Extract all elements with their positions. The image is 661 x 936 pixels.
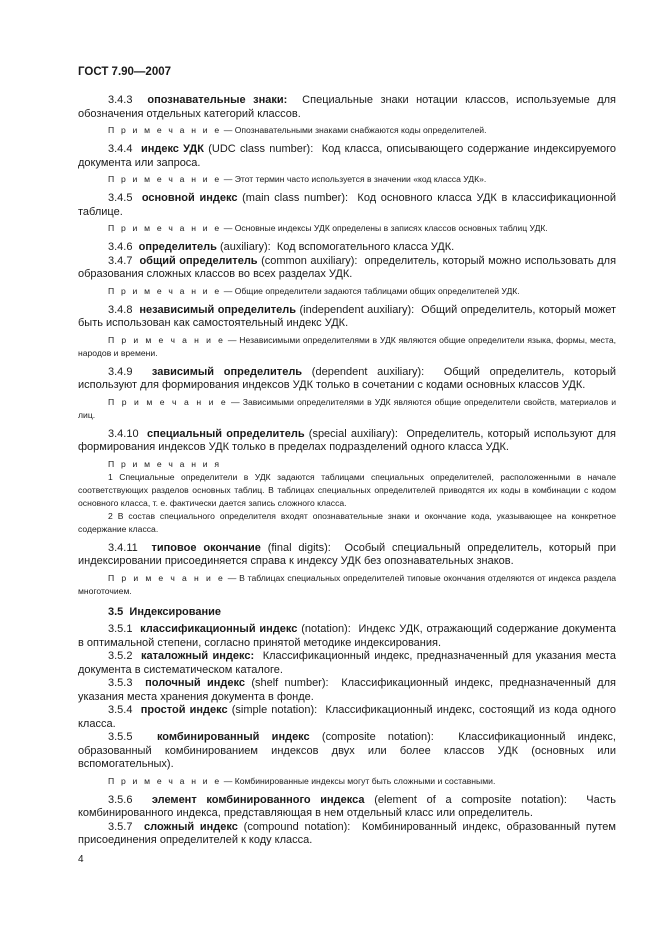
entry-3-4-6: 3.4.6 определитель (auxiliary): Код вспомогательного класса УДК. <box>108 241 455 253</box>
entry-3-4-10: 3.4.10 специальный определитель (special auxiliary): Определитель, который используют для формирования индексов УДК только в пределах подразделений одного класса УДК. <box>78 427 616 453</box>
note-3-4-10-1: 1 Специальные определители в УДК задаются таблицами специальных определителей, расположенными в начале соответствующих разделов основных таблиц. В таблицах специальных определителей приводятся их коды в комбинации с кодом основного класса, т. е. фактически дается запись сложного класса. <box>78 471 616 508</box>
entry-3-5-6: 3.5.6 элемент комбинированного индекса (element of a composite notation): Часть комбинированного индекса, представляющая в нем отдельный класс или определитель. <box>78 793 616 819</box>
note-3-4-4: П р и м е ч а н и е — Этот термин часто используется в значении «код класса УДК». <box>108 174 487 184</box>
note-3-4-9: П р и м е ч а н и е — Зависимыми определителями в УДК являются общие определители свойств, материалов и лиц. <box>78 396 616 420</box>
entry-3-5-5: 3.5.5 комбинированный индекс (composite notation): Классификационный индекс, образованный комбинированием индексов двух или более классов УДК (основных или вспомогательных). <box>78 731 616 770</box>
note-3-4-8: П р и м е ч а н и е — Независимыми определителями в УДК являются общие определители языка, формы, места, народов и времени. <box>78 334 616 358</box>
note-3-4-5: П р и м е ч а н и е — Основные индексы УДК определены в записях классов основных таблиц УДК. <box>108 223 548 233</box>
entry-3-5-4: 3.5.4 простой индекс (simple notation): Классификационный индекс, состоящий из кода одного класса. <box>78 704 616 730</box>
document-body <box>78 94 616 848</box>
entry-3-4-11: 3.4.11 типовое окончание (final digits): Особый специальный определитель, который при индексировании присоединяется справа к индексу УДК без опознавательных знаков. <box>78 541 616 567</box>
note-3-4-11: П р и м е ч а н и е — В таблицах специальных определителей типовые окончания отделяются от индекса раздела многоточием. <box>78 572 616 596</box>
document-header: ГОСТ 7.90—2007 <box>78 66 172 78</box>
notes-label-3-4-10: П р и м е ч а н и я <box>108 458 222 469</box>
section-heading-3-5: 3.5 Индексирование <box>108 605 222 618</box>
entry-3-5-2: 3.5.2 каталожный индекс: Классификационный индекс, предназначенный для указания места документа в систематическом каталоге. <box>78 650 616 676</box>
entry-3-4-8: 3.4.8 независимый определитель (independent auxiliary): Общий определитель, который может быть использован как самостоятельный индекс УДК. <box>78 303 616 329</box>
entry-3-4-5: 3.4.5 основной индекс (main class number): Код основного класса УДК в классификационной таблице. <box>78 192 616 218</box>
note-3-4-3: П р и м е ч а н и е — Опознавательными знаками снабжаются коды определителей. <box>108 125 487 135</box>
note-3-4-7: П р и м е ч а н и е — Общие определители задаются таблицами общих определителей УДК. <box>108 285 520 296</box>
entry-3-5-1: 3.5.1 классификационный индекс (notation): Индекс УДК, отражающий содержание документа в оптимальной степени, согласно принятой методике индексирования. <box>78 623 616 649</box>
page-number: 4 <box>78 854 84 865</box>
note-3-4-10-2: 2 В состав специального определителя входят опознавательные знаки и окончание кода, указывающее на конкретное содержание класса. <box>78 510 616 534</box>
entry-3-5-3: 3.5.3 полочный индекс (shelf number): Классификационный индекс, предназначенный для указания места хранения документа в фонде. <box>78 677 616 703</box>
entry-3-4-3: 3.4.3 опознавательные знаки: Специальные знаки нотации классов, используемые для обозначения отдельных категорий классов. <box>78 94 616 120</box>
entry-3-4-4: 3.4.4 индекс УДК (UDC class number): Код класса, описывающего содержание индексируемого документа или запроса. <box>78 143 617 169</box>
entry-3-5-7: 3.5.7 сложный индекс (compound notation): Комбинированный индекс, образованный путем присоединения определителей к коду класса. <box>78 820 616 846</box>
entry-3-4-7: 3.4.7 общий определитель (common auxiliary): определитель, который можно использовать для образования сложных классов во всех разделах УДК. <box>78 254 617 280</box>
note-3-5-5: П р и м е ч а н и е — Комбинированные индексы могут быть сложными и составными. <box>108 775 496 786</box>
entry-3-4-9: 3.4.9 зависимый определитель (dependent auxiliary): Общий определитель, который используют для формирования индексов УДК только в сочетании с кодами основных классов УДК. <box>78 365 616 391</box>
